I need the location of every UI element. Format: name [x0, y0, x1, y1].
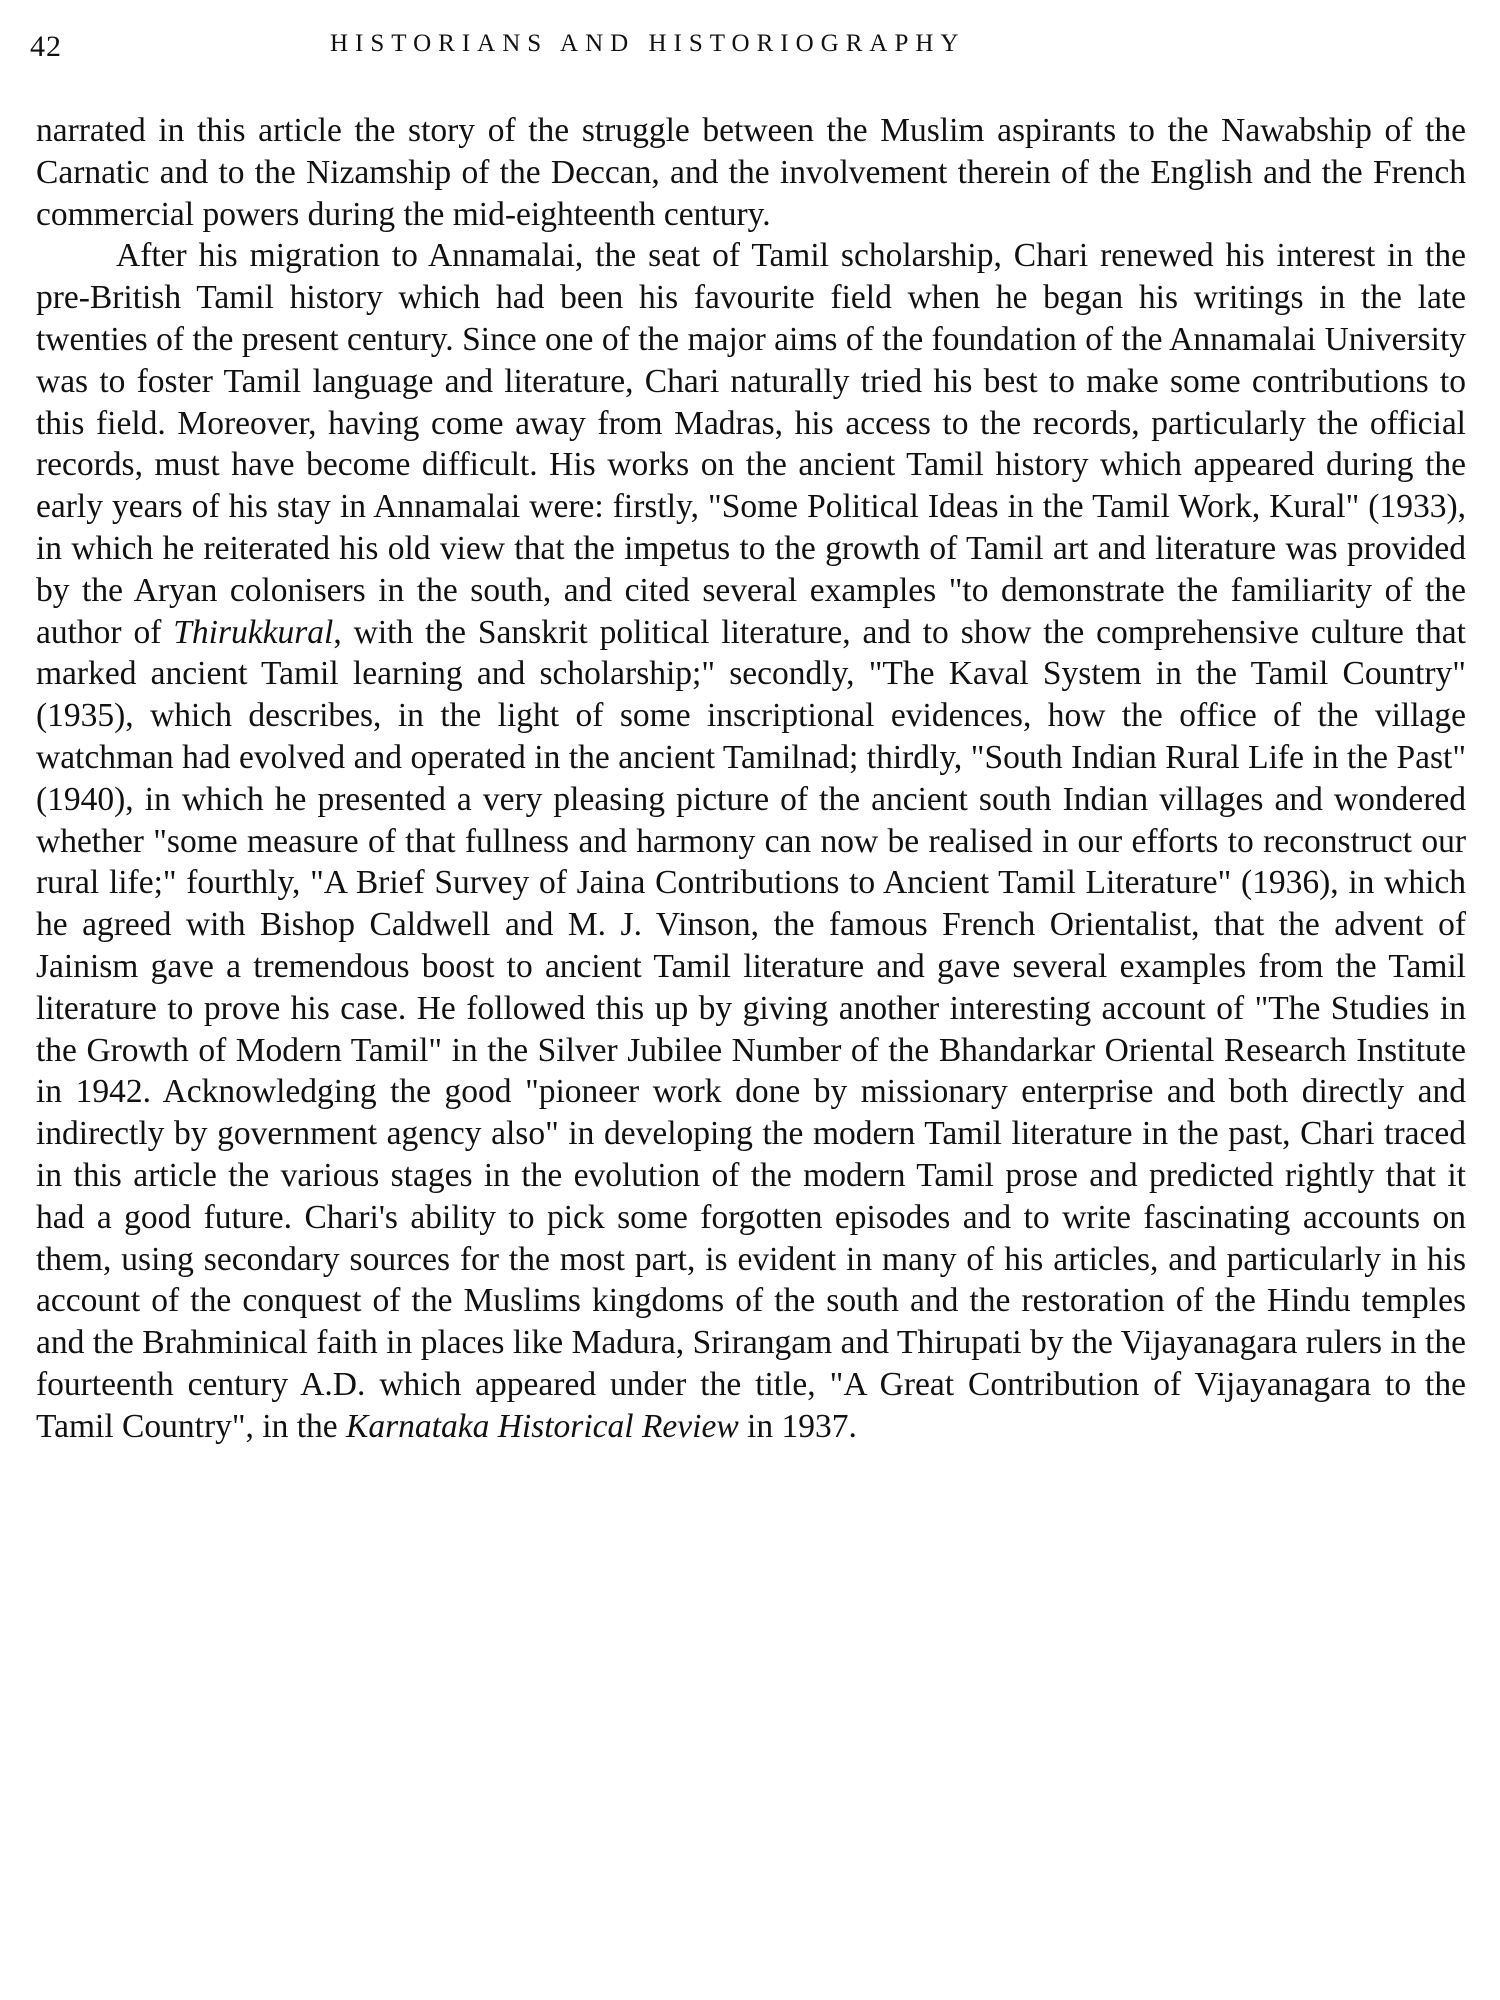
- paragraph-main: [36, 235, 1466, 1447]
- paragraph-continuation: narrated in this article the story of the struggle between the Muslim aspirants to the Nawabship of the Carnatic and to the Nizamship of the Deccan, and the involvement therein of the English and the French commercial powers during the mid-eighteenth century.: [36, 112, 1466, 233]
- paragraph-main-text-3: in 1937.: [738, 1407, 857, 1445]
- italic-title-thirukkural: Thirukkural: [173, 613, 334, 651]
- running-head: [30, 30, 1470, 70]
- paragraph-main-text-2: , with the Sanskrit political literature, and to show the comprehensive culture that marked ancient Tamil learning and scholarship;" secondly, "The Kaval System in the Tamil Country" (1935), which describes, in the light of some inscriptional evidences, how the office of the village watchman had evolved and operated in the ancient Tamilnad; thirdly, "South Indian Rural Life in the Past" (1940), in which he presented a very pleasing picture of the ancient south Indian villages and wondered whether "some measure of that fullness and harmony can now be realised in our efforts to reconstruct our rural life;" fourthly, "A Brief Survey of Jaina Contributions to Ancient Tamil Literature" (1936), in which he agreed with Bishop Caldwell and M. J. Vinson, the famous French Orientalist, that the advent of Jainism gave a tremendous boost to ancient Tamil literature and gave several examples from the Tamil literature to prove his case. He followed this up by giving another interesting account of "The Studies in the Growth of Modern Tamil" in the Silver Jubilee Number of the Bhandarkar Oriental Research Institute in 1942. Acknowledging the good "pioneer work done by missionary enterprise and both directly and indirectly by government agency also" in developing the modern Tamil literature in the past, Chari traced in this article the various stages in the evolution of the modern Tamil prose and predicted rightly that it had a good future. Chari's ability to pick some forgotten episodes and to write fascinating accounts on them, using secondary sources for the most part, is evident in many of his articles, and particularly in his account of the conquest of the Muslims kingdoms of the south and the restoration of the Hindu temples and the Brahminical faith in places like Madura, Srirangam and Thirupati by the Vijayanagara rulers in the fourteenth century A.D. which appeared under the title, "A Great Contribution of Vijayanagara to the Tamil Country", in the: [36, 613, 1466, 1445]
- running-title: HISTORIANS AND HISTORIOGRAPHY: [330, 30, 966, 57]
- body-text: [36, 110, 1466, 1448]
- italic-title-karnataka-historical-review: Karnataka Historical Review: [346, 1407, 739, 1445]
- page-number: 42: [30, 30, 62, 63]
- paragraph-main-text-1: After his migration to Annamalai, the seat of Tamil scholarship, Chari renewed his interest in the pre-British Tamil history which had been his favourite field when he began his writings in the late twenties of the present century. Since one of the major aims of the foundation of the Annamalai University was to foster Tamil language and literature, Chari naturally tried his best to make some contributions to this field. Moreover, having come away from Madras, his access to the records, particularly the official records, must have become difficult. His works on the ancient Tamil history which appeared during the early years of his stay in Annamalai were: firstly, "Some Political Ideas in the Tamil Work, Kural" (1933), in which he reiterated his old view that the impetus to the growth of Tamil art and literature was provided by the Aryan colonisers in the south, and cited several examples "to demonstrate the familiarity of the author of: [36, 237, 1466, 651]
